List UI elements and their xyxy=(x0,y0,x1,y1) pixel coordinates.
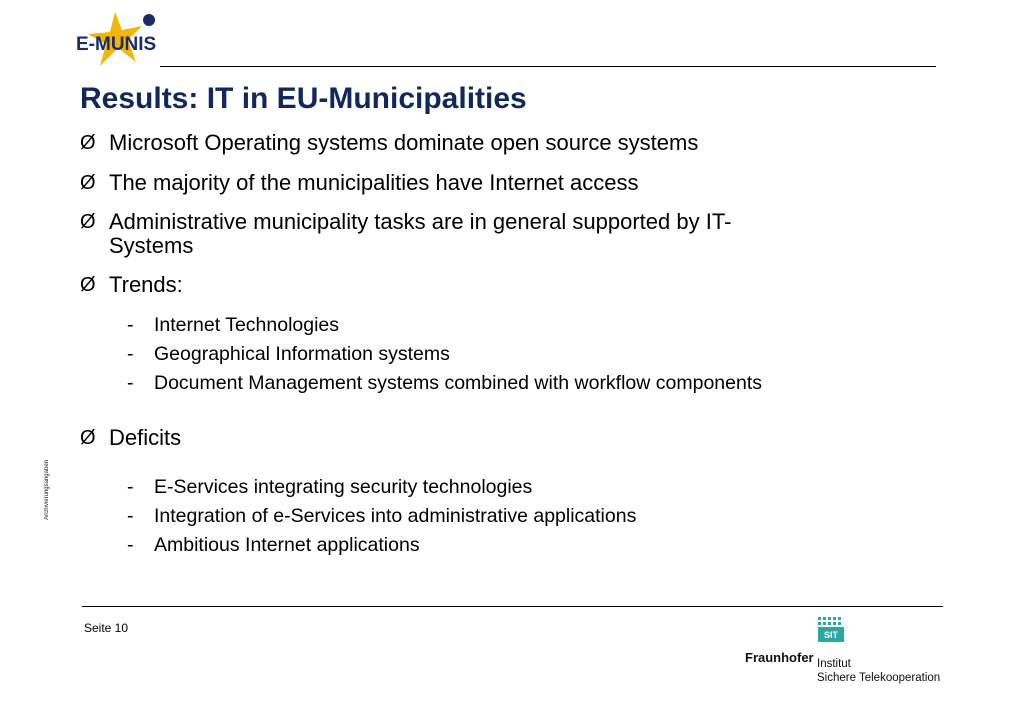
deficit-text: Integration of e-Services into administrative applications xyxy=(154,505,637,527)
bullet-item xyxy=(80,171,880,195)
dash-marker: - xyxy=(127,314,134,336)
bullet-item-trends xyxy=(80,273,880,297)
emunis-logo xyxy=(70,10,170,70)
dash-marker: - xyxy=(127,505,134,527)
deficit-text: E-Services integrating security technologies xyxy=(154,476,533,498)
bullet-arrow-icon: Ø xyxy=(80,211,96,233)
dash-marker: - xyxy=(127,534,134,556)
bullet-arrow-icon: Ø xyxy=(80,427,96,449)
bullet-item xyxy=(80,131,880,155)
trend-text: Geographical Information systems xyxy=(154,343,450,365)
bullet-arrow-icon: Ø xyxy=(80,274,96,296)
bottom-divider xyxy=(82,606,943,607)
institute-line1: Institut xyxy=(817,658,851,670)
bullet-arrow-icon: Ø xyxy=(80,172,96,194)
deficit-text: Ambitious Internet applications xyxy=(154,534,420,556)
bullet-text: Deficits xyxy=(109,425,182,450)
trend-item xyxy=(127,372,762,394)
trend-item xyxy=(127,314,339,336)
fraunhofer-name: Fraunhofer xyxy=(745,650,814,665)
top-divider xyxy=(160,66,936,67)
bullet-item-deficits xyxy=(80,426,880,450)
bullet-text: The majority of the municipalities have Internet access xyxy=(109,170,639,195)
sit-mark-text: SIT xyxy=(823,630,839,640)
institute-name xyxy=(817,657,940,685)
bullet-item xyxy=(80,210,880,258)
page-title: Results: IT in EU-Municipalities xyxy=(80,82,527,115)
deficit-item xyxy=(127,534,420,556)
bullet-text: Microsoft Operating systems dominate open source systems xyxy=(109,130,699,155)
trend-text: Document Management systems combined with workflow components xyxy=(154,372,763,394)
trend-text: Internet Technologies xyxy=(154,314,340,336)
dash-marker: - xyxy=(127,343,134,365)
archive-label: Archivierungsangaben xyxy=(44,460,50,520)
page-number: Seite 10 xyxy=(84,621,129,635)
deficit-item xyxy=(127,476,532,498)
logo-text: E-MUNIS xyxy=(76,34,157,55)
dash-marker: - xyxy=(127,372,134,394)
dash-marker: - xyxy=(127,476,134,498)
deficit-item xyxy=(127,505,636,527)
bullet-text: Trends: xyxy=(109,272,183,297)
trend-item xyxy=(127,343,450,365)
bullet-arrow-icon: Ø xyxy=(80,132,96,154)
bullet-text-line1: Administrative municipality tasks are in general supported by IT- xyxy=(109,209,732,234)
institute-line2: Sichere Telekooperation xyxy=(817,672,941,684)
bullet-text-line2: Systems xyxy=(109,233,194,258)
sit-logo-icon xyxy=(817,616,845,644)
